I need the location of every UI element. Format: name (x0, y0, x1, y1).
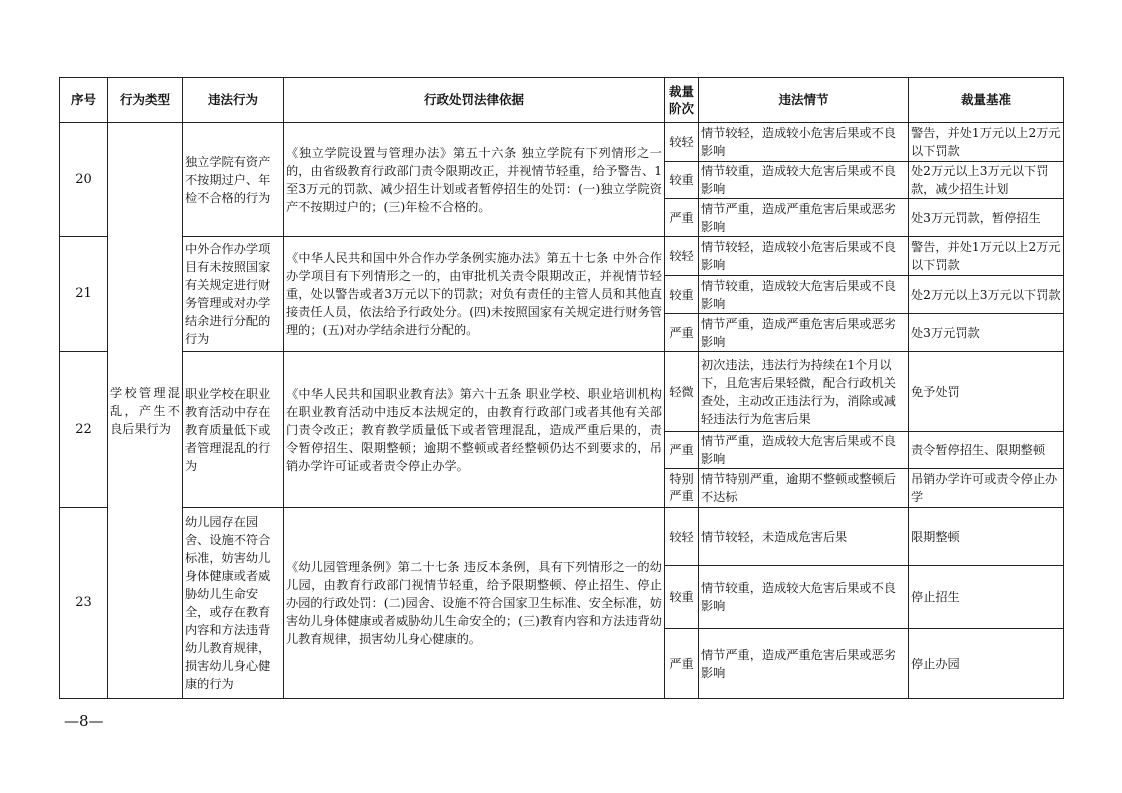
circumstance: 情节较重，造成较大危害后果或不良影响 (699, 566, 909, 629)
header-standard: 裁量基准 (909, 78, 1064, 123)
header-legal-basis: 行政处罚法律依据 (284, 78, 665, 123)
level: 严重 (665, 432, 699, 469)
legal-basis: 《幼儿园管理条例》第二十七条 违反本条例，具有下列情形之一的幼儿园，由教育行政部门视情节轻重，给予限期整顿、停止招生、停止办园的行政处罚：(二)园舍、设施不符合国家卫生标准、安全标准，妨害幼儿身体健康或者威胁幼儿生命安全的；(三)教育内容和方法违背幼儿教育规律，损害幼儿身心健康的。 (284, 508, 665, 699)
table-row (60, 237, 1064, 276)
standard: 处2万元以上3万元以下罚款 (909, 276, 1064, 314)
standard: 停止招生 (909, 566, 1064, 629)
violation-text: 独立学院有资产不按期过户、年检不合格的行为 (183, 123, 284, 237)
header-circumstance: 违法情节 (699, 78, 909, 123)
circumstance: 情节严重，造成较大危害后果或不良影响 (699, 432, 909, 469)
circumstance: 情节特别严重，逾期不整顿或整顿后不达标 (699, 469, 909, 508)
standard: 吊销办学许可或责令停止办学 (909, 469, 1064, 508)
header-no: 序号 (60, 78, 108, 123)
table-row (60, 352, 1064, 432)
standard: 免予处罚 (909, 352, 1064, 432)
level: 较重 (665, 566, 699, 629)
level: 较重 (665, 276, 699, 314)
standard: 警告，并处1万元以上2万元以下罚款 (909, 123, 1064, 162)
circumstance: 初次违法，违法行为持续在1个月以下，且危害后果轻微，配合行政机关查处，主动改正违法行为，消除或减轻违法行为危害后果 (699, 352, 909, 432)
circumstance: 情节严重，造成严重危害后果或恶劣影响 (699, 629, 909, 699)
legal-basis: 《中华人民共和国中外合作办学条例实施办法》第五十七条 中外合作办学项目有下列情形之一的，由审批机关责令限期改正，并视情节轻重，处以警告或者3万元以下的罚款；对负有责任的主管人员和其他直接责任人员，依法给予行政处分。(四)未按照国家有关规定进行财务管理的；(五)对办学结余进行分配的。 (284, 237, 665, 352)
violation-text: 幼儿园存在园舍、设施不符合标准，妨害幼儿身体健康或者威胁幼儿生命安全，或存在教育内容和方法违背幼儿教育规律，损害幼儿身心健康的行为 (183, 508, 284, 699)
row-number: 21 (60, 237, 108, 352)
circumstance: 情节较轻，造成较小危害后果或不良影响 (699, 237, 909, 276)
standard: 处2万元以上3万元以下罚款，减少招生计划 (909, 162, 1064, 199)
standard: 处3万元罚款 (909, 314, 1064, 352)
row-number: 22 (60, 352, 108, 508)
standard: 限期整顿 (909, 508, 1064, 566)
table-header-row (60, 78, 1064, 123)
violation-text: 职业学校在职业教育活动中存在教育质量低下或者管理混乱的行为 (183, 352, 284, 508)
legal-basis: 《独立学院设置与管理办法》第五十六条 独立学院有下列情形之一的，由省级教育行政部门责令限期改正，并视情节轻重，给予警告、1至3万元的罚款、减少招生计划或者暂停招生的处罚：(一)独立学院资产不按期过户的；(三)年检不合格的。 (284, 123, 665, 237)
circumstance: 情节严重，造成严重危害后果或恶劣影响 (699, 314, 909, 352)
level: 严重 (665, 199, 699, 237)
circumstance: 情节较重，造成较大危害后果或不良影响 (699, 162, 909, 199)
legal-basis: 《中华人民共和国职业教育法》第六十五条 职业学校、职业培训机构在职业教育活动中违反本法规定的，由教育行政部门或者其他有关部门责令改正；教育教学质量低下或者管理混乱，造成严重后果的，责令暂停招生、限期整顿；逾期不整顿或者经整顿仍达不到要求的，吊销办学许可证或者责令停止办学。 (284, 352, 665, 508)
level: 严重 (665, 314, 699, 352)
standard: 警告，并处1万元以上2万元以下罚款 (909, 237, 1064, 276)
violation-text: 中外合作办学项目有未按照国家有关规定进行财务管理或对办学结余进行分配的行为 (183, 237, 284, 352)
standard: 处3万元罚款，暂停招生 (909, 199, 1064, 237)
level: 特别严重 (665, 469, 699, 508)
circumstance: 情节较轻，造成较小危害后果或不良影响 (699, 123, 909, 162)
row-number: 20 (60, 123, 108, 237)
level: 严重 (665, 629, 699, 699)
circumstance: 情节较轻，未造成危害后果 (699, 508, 909, 566)
standard: 责令暂停招生、限期整顿 (909, 432, 1064, 469)
header-violation: 违法行为 (183, 78, 284, 123)
page-number: —8— (64, 712, 104, 730)
level: 较轻 (665, 508, 699, 566)
penalty-discretion-table (59, 77, 1064, 699)
level: 轻微 (665, 352, 699, 432)
standard: 停止办园 (909, 629, 1064, 699)
row-number: 23 (60, 508, 108, 699)
circumstance: 情节严重，造成严重危害后果或恶劣影响 (699, 199, 909, 237)
behavior-type: 学校管理混乱，产生不良后果行为 (108, 123, 183, 699)
level: 较轻 (665, 237, 699, 276)
circumstance: 情节较重，造成较大危害后果或不良影响 (699, 276, 909, 314)
table-row (60, 508, 1064, 566)
header-level: 裁量阶次 (665, 78, 699, 123)
level: 较轻 (665, 123, 699, 162)
level: 较重 (665, 162, 699, 199)
header-behavior-type: 行为类型 (108, 78, 183, 123)
table-row (60, 123, 1064, 162)
